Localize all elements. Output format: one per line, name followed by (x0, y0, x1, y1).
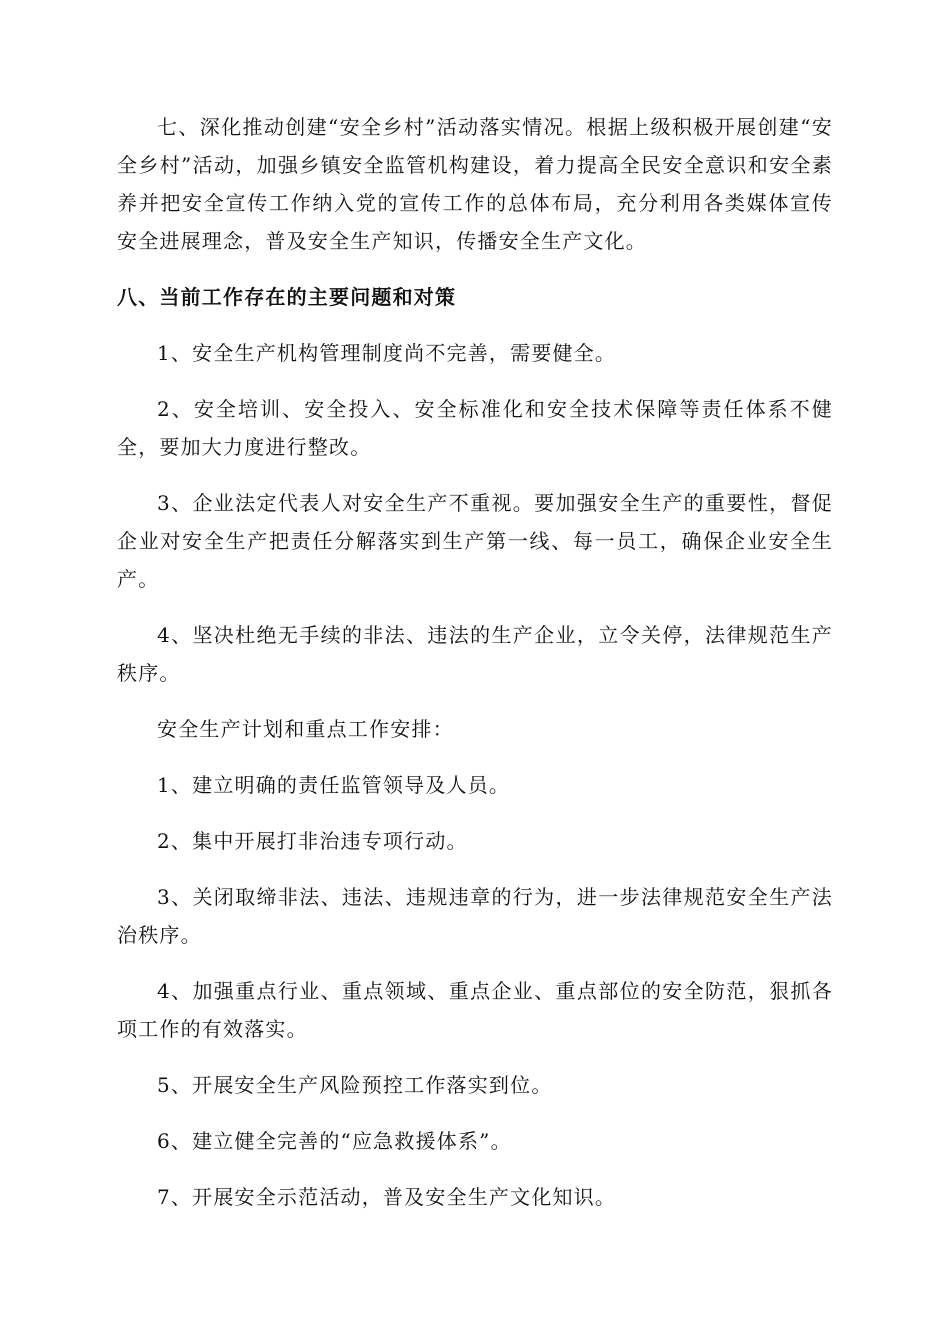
problem-item-2: 2、安全培训、安全投入、安全标准化和安全技术保障等责任体系不健全，要加大力度进行整改。 (117, 397, 833, 459)
problem-item-4: 4、坚决杜绝无手续的非法、违法的生产企业，立令关停，法律规范生产秩序。 (117, 623, 833, 685)
section-7-paragraph: 七、深化推动创建“安全乡村”活动落实情况。根据上级积极开展创建“安全乡村”活动，加强乡镇安全监管机构建设，着力提高全民安全意识和安全素养并把安全宣传工作纳入党的宣传工作的总体布局，充分利用各类媒体宣传安全进展理念，普及安全生产知识，传播安全生产文化。 (117, 115, 833, 253)
plan-item-6: 6、建立健全完善的“应急救援体系”。 (157, 1129, 512, 1153)
plan-item-4: 4、加强重点行业、重点领域、重点企业、重点部位的安全防范，狠抓各项工作的有效落实。 (117, 979, 833, 1041)
plan-item-5: 5、开展安全生产风险预控工作落实到位。 (157, 1073, 553, 1097)
plan-item-1: 1、建立明确的责任监管领导及人员。 (157, 773, 511, 797)
plan-item-7: 7、开展安全示范活动，普及安全生产文化知识。 (157, 1185, 617, 1209)
problem-item-3: 3、企业法定代表人对安全生产不重视。要加强安全生产的重要性，督促企业对安全生产把责任分解落实到生产第一线、每一员工，确保企业安全生产。 (117, 491, 833, 591)
plan-intro: 安全生产计划和重点工作安排： (157, 717, 454, 741)
plan-item-2: 2、集中开展打非治违专项行动。 (157, 829, 468, 853)
document-body (117, 108, 833, 1234)
plan-item-3: 3、关闭取缔非法、违法、违规违章的行为，进一步法律规范安全生产法治秩序。 (117, 885, 833, 947)
problem-item-1: 1、安全生产机构管理制度尚不完善，需要健全。 (157, 341, 617, 365)
section-8-heading: 八、当前工作存在的主要问题和对策 (117, 285, 457, 309)
